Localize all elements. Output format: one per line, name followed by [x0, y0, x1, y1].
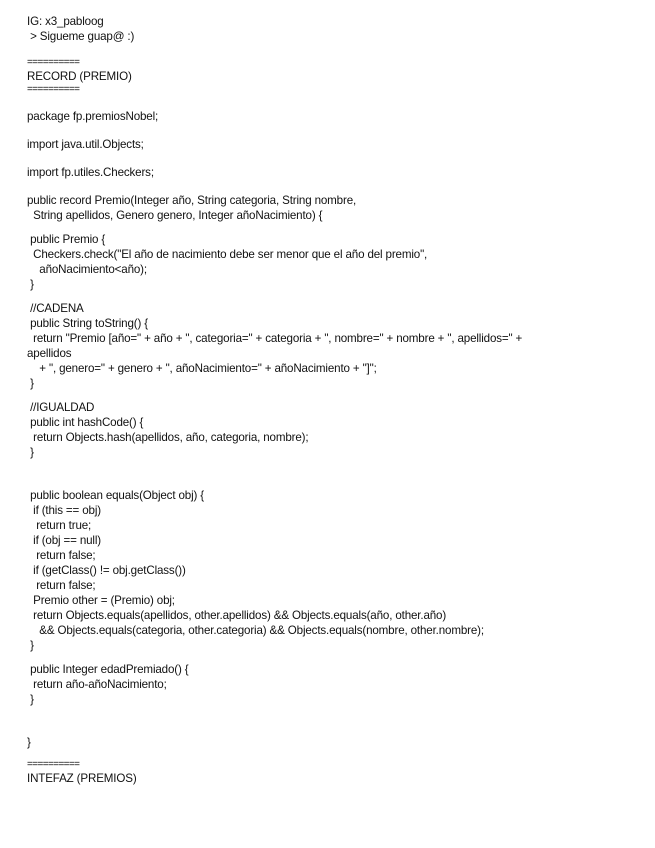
- spacer: [27, 750, 642, 759]
- code-line-equals-10: && Objects.equals(categoria, other.categoria) && Objects.equals(nombre, other.nombre);: [27, 624, 484, 637]
- spacer: [27, 653, 642, 662]
- code-line-equals-4: if (obj == null): [27, 534, 101, 547]
- spacer: [27, 223, 642, 232]
- spacer: [27, 460, 642, 488]
- code-line-equals-5: return false;: [27, 549, 96, 562]
- code-line-tostring: public String toString() {: [27, 317, 148, 330]
- spacer: [27, 124, 642, 137]
- code-line-equals-8: Premio other = (Premio) obj;: [27, 594, 175, 607]
- code-line-equals: public boolean equals(Object obj) {: [27, 489, 204, 502]
- code-line-import-checkers: import fp.utiles.Checkers;: [27, 166, 154, 179]
- code-line-package: package fp.premiosNobel;: [27, 110, 159, 123]
- follow-message: > Sigueme guap@ :): [27, 30, 135, 43]
- code-line-edadpremiado-return: return año-añoNacimiento;: [27, 678, 167, 691]
- spacer: [27, 44, 642, 57]
- code-line-edadpremiado: public Integer edadPremiado() {: [27, 663, 189, 676]
- code-line-record-params: String apellidos, Genero genero, Integer añoNacimiento) {: [27, 209, 323, 222]
- code-line-hashcode: public int hashCode() {: [27, 416, 144, 429]
- instagram-handle: IG: x3_pabloog: [27, 15, 104, 28]
- code-comment-igualdad: //IGUALDAD: [27, 401, 95, 414]
- code-line-hashcode-return: return Objects.hash(apellidos, año, categoria, nombre);: [27, 431, 309, 444]
- spacer: [27, 180, 642, 193]
- code-line-constructor-close: }: [27, 278, 34, 291]
- code-line-tostring-close: }: [27, 377, 34, 390]
- code-line-tostring-return: return "Premio [año=" + año + ", categoria=" + categoria + ", nombre=" + nombre + ", apellidos=" +: [27, 332, 523, 345]
- code-line-tostring-cont: + ", genero=" + genero + ", añoNacimiento=" + añoNacimiento + "]";: [27, 362, 377, 375]
- code-line-constructor-condition: añoNacimiento<año);: [27, 263, 147, 276]
- code-line-hashcode-close: }: [27, 446, 34, 459]
- code-line-equals-7: return false;: [27, 579, 96, 592]
- code-line-record-close: }: [27, 736, 31, 749]
- code-line-equals-3: return true;: [27, 519, 92, 532]
- spacer: [27, 96, 642, 109]
- code-line-constructor: public Premio {: [27, 233, 106, 246]
- code-line-equals-2: if (this == obj): [27, 504, 101, 517]
- section-rule: ==========: [27, 84, 80, 95]
- code-line-record-header: public record Premio(Integer año, String categoria, String nombre,: [27, 194, 357, 207]
- code-line-equals-close: }: [27, 639, 34, 652]
- spacer: [27, 707, 642, 735]
- section-rule: ==========: [27, 759, 80, 770]
- code-line-constructor-check: Checkers.check("El año de nacimiento debe ser menor que el año del premio",: [27, 248, 428, 261]
- section-title-record: RECORD (PREMIO): [27, 70, 132, 83]
- code-line-equals-6: if (getClass() != obj.getClass()): [27, 564, 186, 577]
- spacer: [27, 152, 642, 165]
- section-title-interfaz: INTEFAZ (PREMIOS): [27, 772, 137, 785]
- code-line-equals-9: return Objects.equals(apellidos, other.apellidos) && Objects.equals(año, other.año): [27, 609, 447, 622]
- section-rule: ==========: [27, 57, 80, 68]
- code-line-tostring-wrap: apellidos: [27, 347, 72, 360]
- spacer: [27, 292, 642, 301]
- code-comment-cadena: //CADENA: [27, 302, 84, 315]
- code-line-import-objects: import java.util.Objects;: [27, 138, 144, 151]
- document-page: [27, 14, 642, 786]
- spacer: [27, 391, 642, 400]
- code-line-edadpremiado-close: }: [27, 693, 34, 706]
